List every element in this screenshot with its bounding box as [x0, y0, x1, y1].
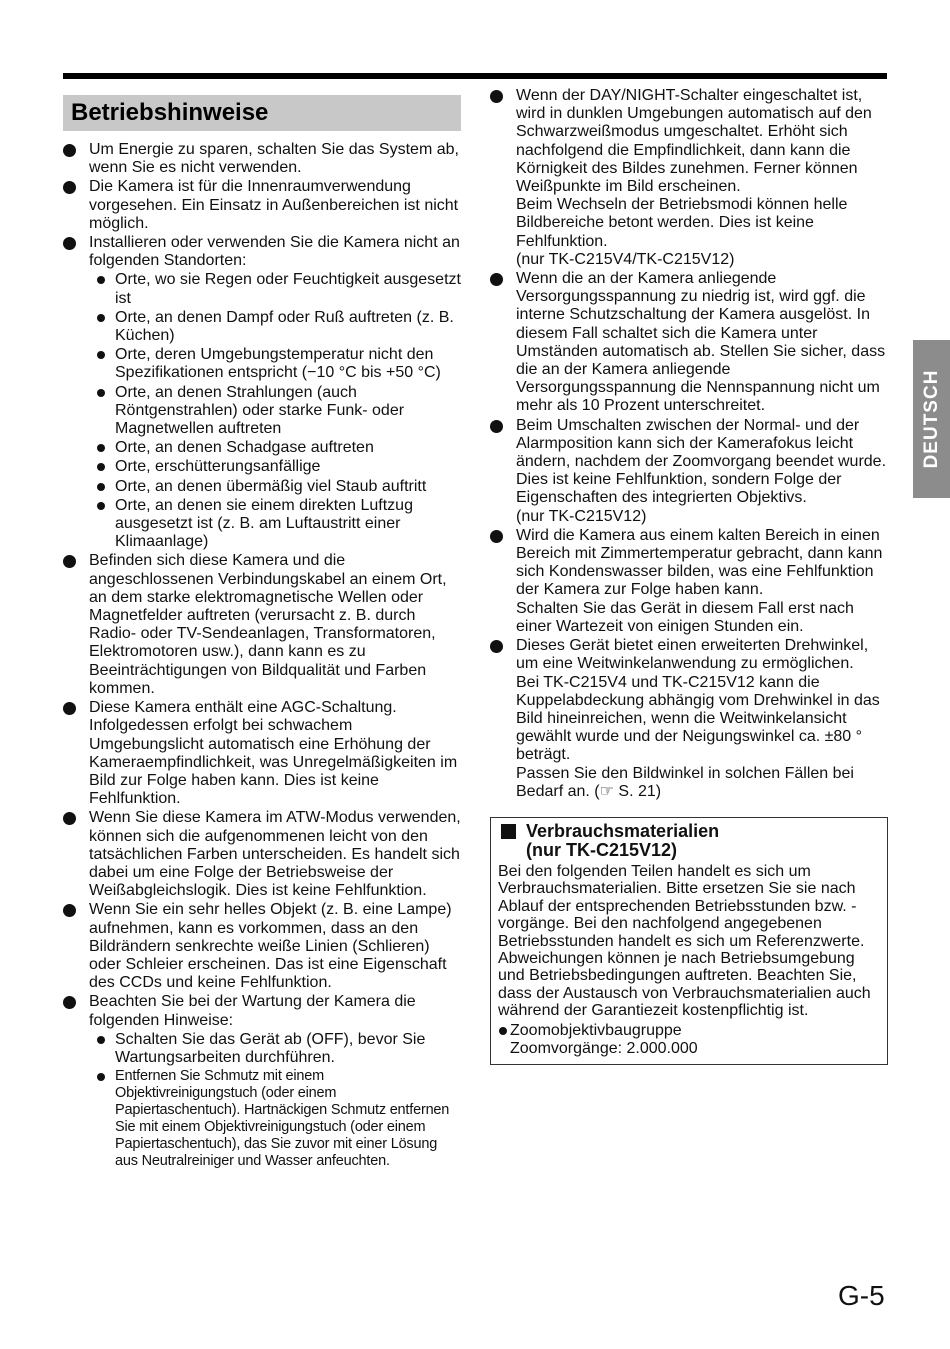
square-bullet-icon: [501, 824, 516, 839]
note-item: Die Kamera ist für die Innenraumverwendung vorgesehen. Ein Einsatz in Außenbereichen ist nicht möglich.: [63, 178, 461, 233]
note-item: Wenn die an der Kamera anliegende Versorgungsspannung zu niedrig ist, wird ggf. die interne Schutzschaltung der Kamera ausgelöst. In diesem Fall schaltet sich die Kamera unter Umständen automatisch ab. Stellen Sie sicher, dass die an der Kamera anliegende Versorgungsspannung die Nennspannung nicht um mehr als 10 Prozent unterschreitet.: [490, 270, 888, 416]
notes-list: [63, 141, 461, 1170]
consumables-item: Zoomobjektivbaugruppe Zoomvorgänge: 2.000.000: [498, 1022, 880, 1058]
location-item: Orte, an denen übermäßig viel Staub auftritt: [89, 478, 461, 496]
location-item: Orte, deren Umgebungstemperatur nicht den Spezifikationen entspricht (−10 °C bis +50 °C): [89, 346, 461, 382]
note-item: Beim Umschalten zwischen der Normal- und der Alarmposition kann sich der Kamerafokus leicht ändern, nachdem der Zoomvorgang beendet wurde. Dies ist keine Fehlfunktion, sondern Folge der Eigenschaften des integrierten Objektivs. (nur TK-C215V12): [490, 417, 888, 526]
location-item: Orte, an denen Dampf oder Ruß auftreten (z. B. Küchen): [89, 309, 461, 345]
maintenance-list: [89, 1031, 461, 1170]
notes-list-right: [490, 87, 888, 801]
maintenance-item: Schalten Sie das Gerät ab (OFF), bevor Sie Wartungsarbeiten durchführen.: [89, 1031, 461, 1067]
page-number: G-5: [838, 1280, 885, 1311]
language-tab: DEUTSCH: [913, 340, 950, 498]
location-item: Orte, erschütterungsanfällige: [89, 458, 461, 476]
left-column: [63, 95, 461, 1171]
note-item: Wenn Sie diese Kamera im ATW-Modus verwenden, können sich die aufgenommenen leicht von den tatsächlichen Farben unterscheiden. Es handelt sich dabei um eine Folge der Betriebsweise der Weißabgleichslogik. Dies ist keine Fehlfunktion.: [63, 809, 461, 900]
right-column: [490, 87, 888, 1065]
consumables-title: Verbrauchsmaterialien (nur TK-C215V12): [498, 822, 880, 860]
note-item: Diese Kamera enthält eine AGC-Schaltung. Infolgedessen erfolgt bei schwachem Umgebungslicht automatisch eine Erhöhung der Kameraempfindlichkeit, was Unregelmäßigkeiten im Bild zur Folge haben kann. Dies ist keine Fehlfunktion.: [63, 699, 461, 808]
note-item: Wenn der DAY/NIGHT-Schalter eingeschaltet ist, wird in dunklen Umgebungen automatisch auf den Schwarzweißmodus umgeschaltet. Erhöht sich nachfolgend die Empfindlichkeit, dann kann die Körnigkeit des Bildes zunehmen. Ferner können Weißpunkte im Bild erscheinen. Beim Wechseln der Betriebsmodi können helle Bildbereiche betont werden. Dies ist keine Fehlfunktion. (nur TK-C215V4/TK-C215V12): [490, 87, 888, 269]
note-item: Um Energie zu sparen, schalten Sie das System ab, wenn Sie es nicht verwenden.: [63, 141, 461, 177]
note-item: Befinden sich diese Kamera und die angeschlossenen Verbindungskabel an einem Ort, an dem starke elektromagnetische Wellen oder Magnetfelder auftreten (verursacht z. B. durch Radio- oder TV-Sendeanlagen, Transformatoren, Elektromotoren usw.), dann kann es zu Beeinträchtigungen von Bildqualität und Farben kommen.: [63, 552, 461, 698]
top-rule: [63, 73, 887, 79]
location-item: Orte, an denen sie einem direkten Luftzug ausgesetzt ist (z. B. am Luftaustritt einer Klimaanlage): [89, 497, 461, 552]
consumables-text: Bei den folgenden Teilen handelt es sich um Verbrauchsmaterialien. Bitte ersetzen Sie sie nach Ablauf der entsprechenden Betriebsstunden bzw. -vorgänge. Bei den nachfolgend angegebenen Betriebsstunden handelt es sich um Referenzwerte. Abweichungen können je nach Betriebsumgebung und Betriebsbedingungen auftreten. Beachten Sie, dass der Austausch von Verbrauchsmaterialien auch während der Garantiezeit kostenpflichtig ist.: [498, 862, 871, 1020]
note-item: Dieses Gerät bietet einen erweiterten Drehwinkel, um eine Weitwinkelanwendung zu ermöglichen. Bei TK-C215V4 und TK-C215V12 kann die Kuppelabdeckung abhängig vom Drehwinkel in das Bild hineinreichen, wenn die Weitwinkelansicht gewählt wurde und der Neigungswinkel ca. ±80 ° beträgt. Passen Sie den Bildwinkel in solchen Fällen bei Bedarf an. (☞ S. 21): [490, 637, 888, 801]
note-item: Wenn Sie ein sehr helles Objekt (z. B. eine Lampe) aufnehmen, kann es vorkommen, dass an den Bildrändern senkrechte weiße Linien (Schlieren) oder Schleier erscheinen. Das ist eine Eigenschaft des CCDs und keine Fehlfunktion.: [63, 901, 461, 992]
location-item: Orte, wo sie Regen oder Feuchtigkeit ausgesetzt ist: [89, 271, 461, 307]
note-item: Installieren oder verwenden Sie die Kamera nicht an folgenden Standorten: Orte, wo sie Regen oder Feuchtigkeit ausgesetzt ist Orte, an denen Dampf oder Ruß auftreten (z. B. Küchen) Orte, deren Umgebungstemperatur nicht den Spezifikationen entspricht (−10 °C bis +50 °C) Orte, an denen Strahlungen (auch Röntgenstrahlen) oder starke Funk- oder Magnetwellen auftreten Orte, an denen Schadgase auftreten Orte, erschütterungsanfällige Orte, an denen übermäßig viel Staub auftritt Orte, an denen sie einem direkten Luftzug ausgesetzt ist (z. B. am Luftaustritt einer Klimaanlage): [63, 234, 461, 551]
locations-list: [89, 271, 461, 551]
note-item: Beachten Sie bei der Wartung der Kamera die folgenden Hinweise: Schalten Sie das Gerät ab (OFF), bevor Sie Wartungsarbeiten durchführen. Entfernen Sie Schmutz mit einem Objektivreinigungstuch (oder einem Papiertaschentuch). Hartnäckigen Schmutz entfernen Sie mit einem Objektivreinigungstuch (oder einem Papiertaschentuch), das Sie zuvor mit einer Lösung aus Neutralreiniger und Wasser anfeuchten.: [63, 993, 461, 1170]
consumables-box: [490, 817, 888, 1065]
note-item: Wird die Kamera aus einem kalten Bereich in einen Bereich mit Zimmertemperatur gebracht, dann kann sich Kondenswasser bilden, was eine Fehlfunktion der Kamera zur Folge haben kann. Schalten Sie das Gerät in diesem Fall erst nach einer Wartezeit von einigen Stunden ein.: [490, 527, 888, 636]
location-item: Orte, an denen Strahlungen (auch Röntgenstrahlen) oder starke Funk- oder Magnetwellen auftreten: [89, 384, 461, 439]
location-item: Orte, an denen Schadgase auftreten: [89, 439, 461, 457]
section-heading: Betriebshinweise: [63, 95, 461, 131]
maintenance-item: Entfernen Sie Schmutz mit einem Objektivreinigungstuch (oder einem Papiertaschentuch). Hartnäckigen Schmutz entfernen Sie mit einem Objektivreinigungstuch (oder einem Papiertaschentuch), das Sie zuvor mit einer Lösung aus Neutralreiniger und Wasser anfeuchten.: [89, 1068, 461, 1170]
